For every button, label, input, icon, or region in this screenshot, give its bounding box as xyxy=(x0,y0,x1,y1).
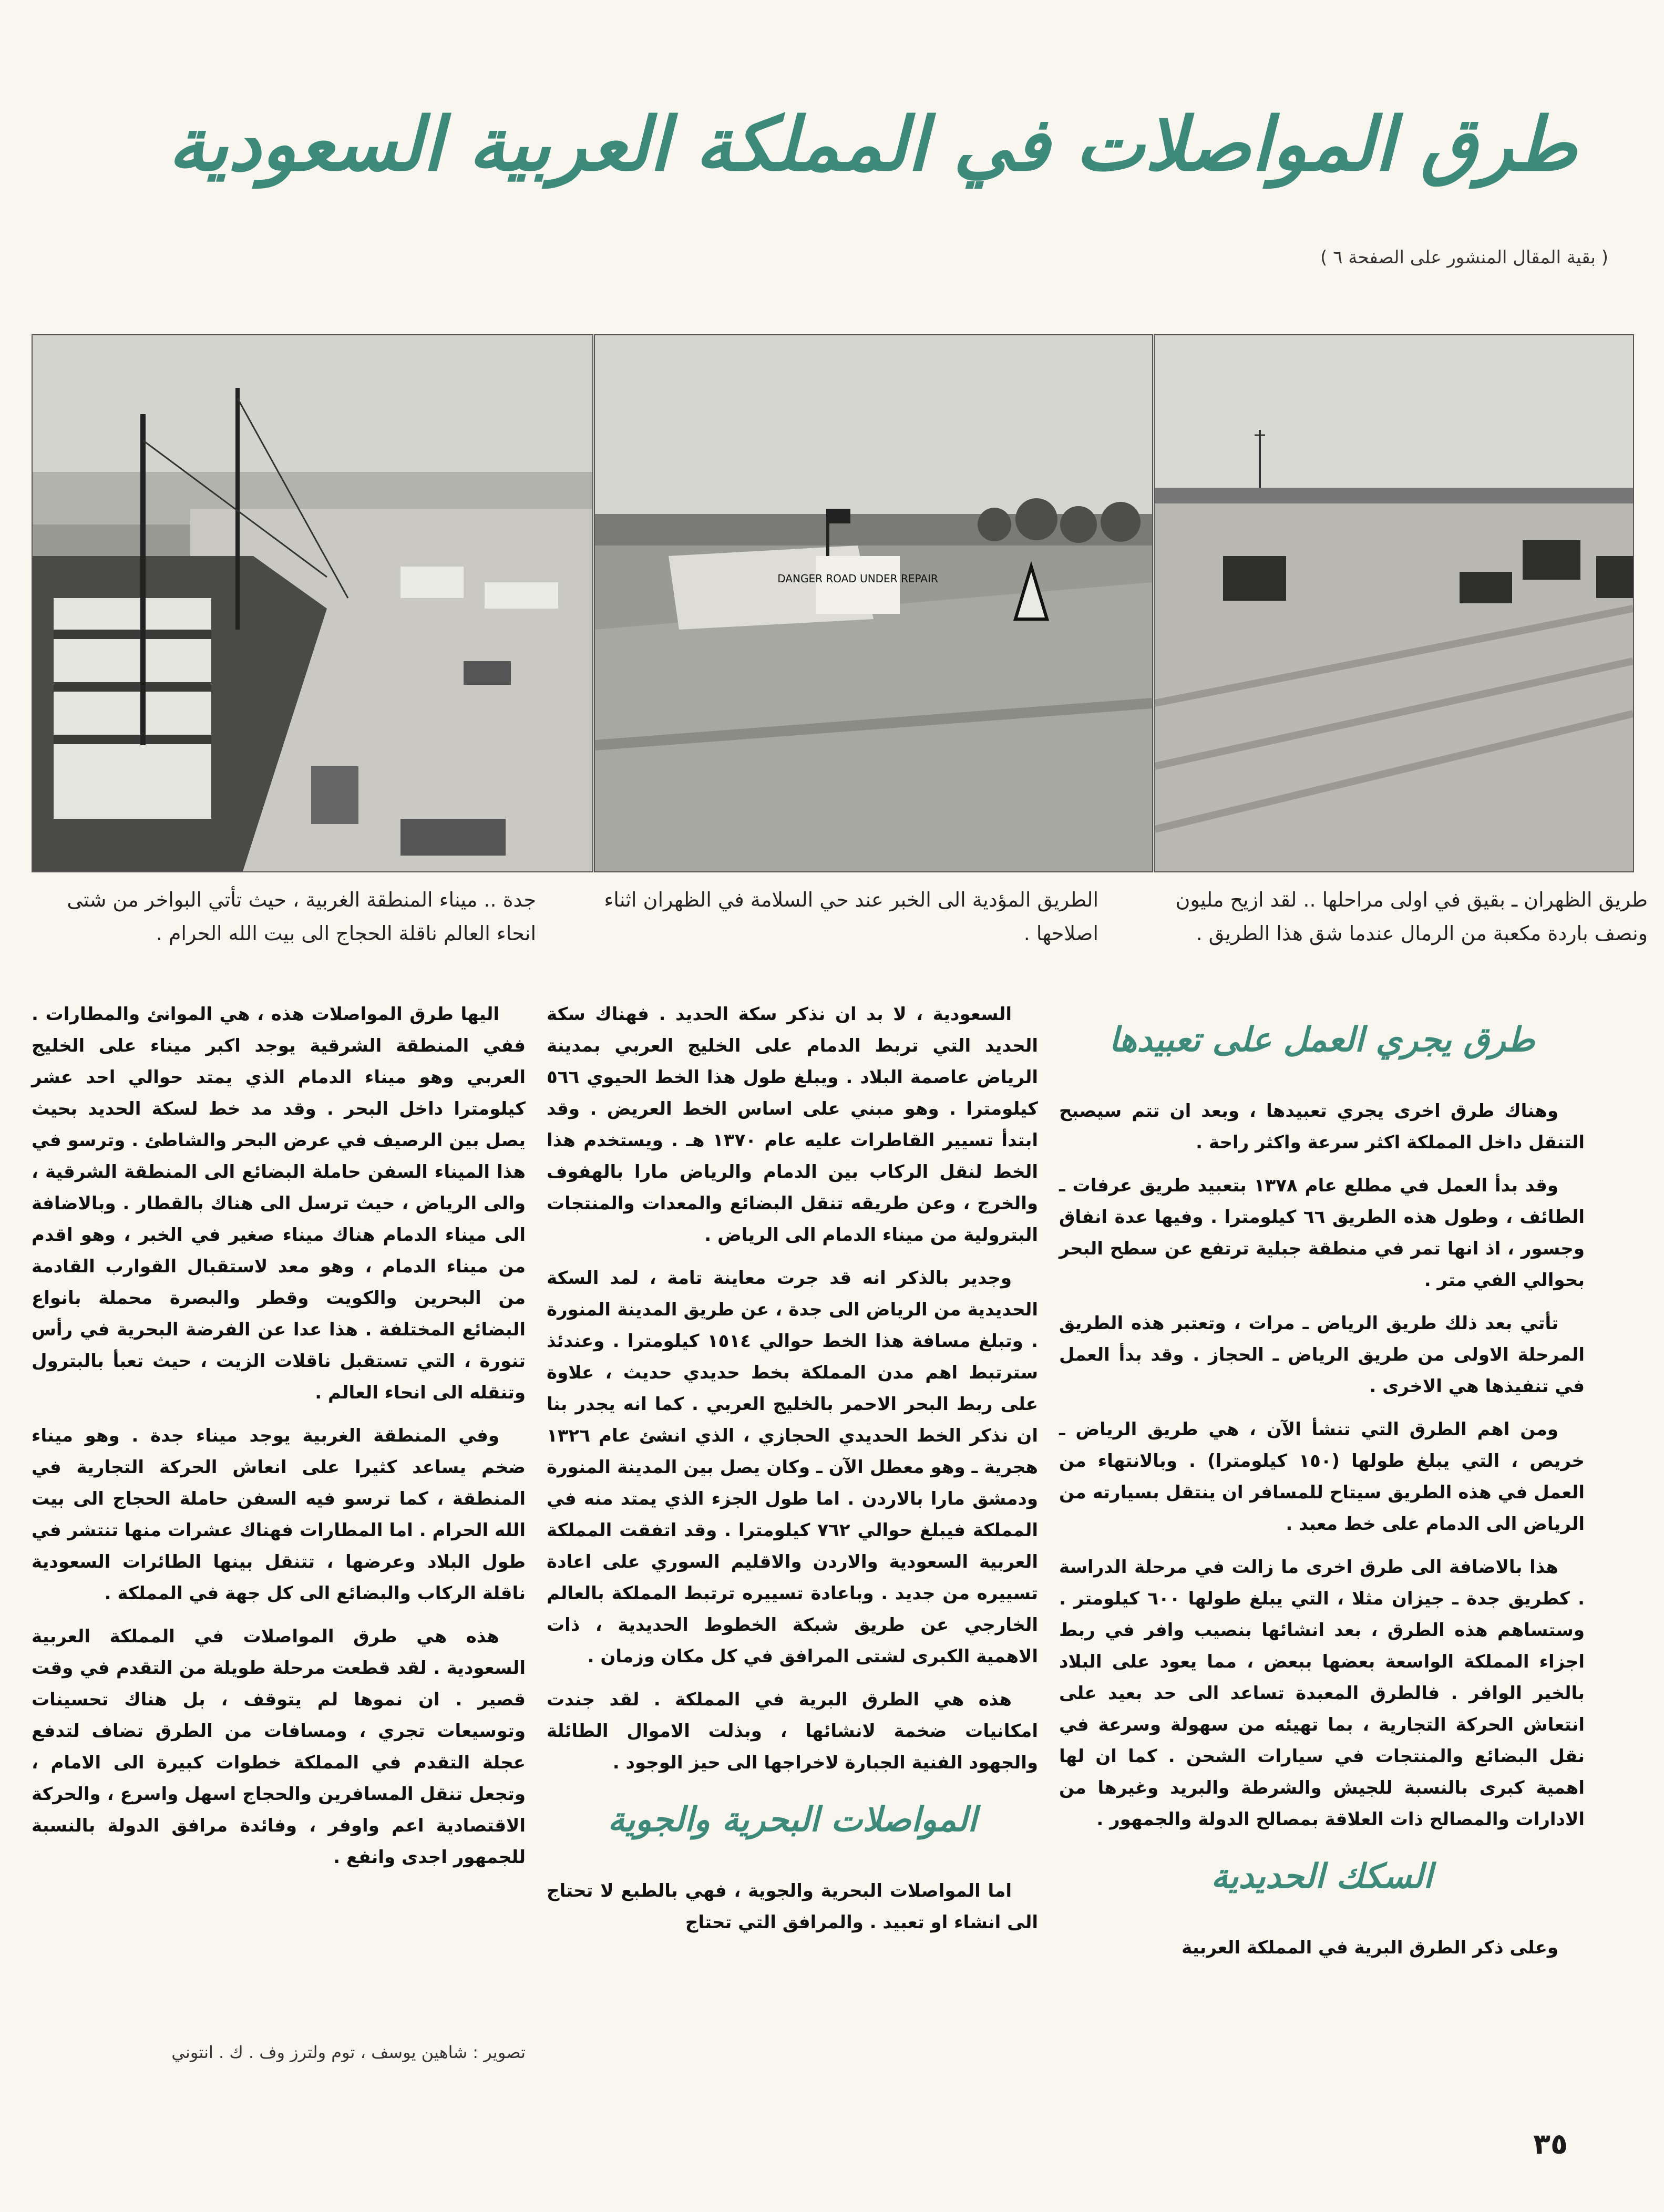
paragraph: وعلى ذكر الطرق البرية في المملكة العربية xyxy=(1182,1937,1558,1958)
caption-khobar: الطريق المؤدية الى الخبر عند حي السلامة في الظهران اثناء اصلاحها . xyxy=(604,888,1098,945)
article-title: طرق المواصلات في المملكة العربية السعودية xyxy=(168,101,1577,188)
caption-dhahran: طريق الظهران ـ بقيق في اولى مراحلها .. لقد ازيح مليون ونصف باردة مكعبة من الرمال عندما شق هذا الطريق . xyxy=(1175,888,1648,945)
paragraph: هذه هي الطرق البرية في المملكة . لقد جندت امكانيات ضخمة لانشائها ، وبذلت الاموال الطائلة والجهود الفنية الجبارة لاخراجها الى حيز الوجود . xyxy=(547,1689,1038,1773)
page-number: ٣٥ xyxy=(1533,2127,1568,2160)
paragraph: وجدير بالذكر انه قد جرت معاينة تامة ، لمد السكة الحديدية من الرياض الى جدة ، عن طريق المدينة المنورة . وتبلغ مسافة هذا الخط حوالي ١٥١٤ كيلومترا . وعندئذ سترتبط اهم مدن المملكة بخط حديدي حديث ، علاوة على ربط البحر الاحمر بالخليج العربي . كما انه يجدر بنا ان نذكر الخط الحديدي الحجازي ، الذي انشئ عام ١٣٢٦ هجرية ـ وهو معطل الآن ـ وكان يصل بين المدينة المنورة ودمشق مارا بالاردن . اما طول الجزء الذي يمتد منه في المملكة فيبلغ حوالي ٧٦٢ كيلومترا . وقد اتفقت المملكة العربية السعودية والاردن والاقليم السوري على اعادة تسييره من جديد . وباعادة تسييره ترتبط المملكة بالعالم الخارجي عن طريق شبكة الخطوط الحديدية ، ذات الاهمية الكبرى لشتى المرافق في كل مكان وزمان . xyxy=(547,1268,1038,1667)
column-left xyxy=(32,999,526,2029)
column-middle xyxy=(547,999,1038,2076)
paragraph: اما المواصلات البحرية والجوية ، فهي بالطبع لا تحتاج الى انشاء او تعبيد . والمرافق التي تحتاج xyxy=(547,1880,1038,1933)
photo-dhahran-road xyxy=(1154,334,1634,872)
paragraph: هذا بالاضافة الى طرق اخرى ما زالت في مرحلة الدراسة . كطريق جدة ـ جيزان مثلا ، التي يبلغ طولها ٦٠٠ كيلومتر . وستساهم هذه الطرق ، بعد انشائها بنصيب وافر في ربط اجزاء المملكة الواسعة بعضها ببعض ، مما يعود على البلاد بالخير الوافر . فالطرق المعبدة تساعد الى حد بعيد على انتعاش الحركة التجارية ، بما تهيئه من سهولة وسرعة في نقل البضائع والمنتجات في سيارات الشحن . كما ان لها اهمية كبرى بالنسبة للجيش والشرطة والبريد وغيرها من الادارات والمصالح ذات العلاقة بمصالح الدولة والجمهور . xyxy=(1059,1557,1585,1830)
paragraph: السعودية ، لا بد ان نذكر سكة الحديد . فهناك سكة الحديد التي تربط الدمام على الخليج العربي بمدينة الرياض عاصمة البلاد . ويبلغ طول هذا الخط الحيوي ٥٦٦ كيلومترا . وهو مبني على اساس الخط العريض . وقد ابتدأ تسيير القاطرات عليه عام ١٣٧٠ هـ . ويستخدم هذا الخط لنقل الركاب بين الدمام والرياض مارا بالهفوف والخرج ، وعن طريقه تنقل البضائع والمعدات والمنتجات البترولية من ميناء الدمام الى الرياض . xyxy=(547,1004,1038,1246)
photo-jeddah-port xyxy=(32,334,593,872)
danger-sign-text: DANGER ROAD UNDER REPAIR xyxy=(777,572,938,585)
paragraph: اليها طرق المواصلات هذه ، هي الموانئ والمطارات . ففي المنطقة الشرقية يوجد اكبر ميناء على الخليج العربي وهو ميناء الدمام الذي يمتد حوالي احد عشر كيلومترا داخل البحر . وقد مد خط لسكة الحديد بحيث يصل بين الرصيف في عرض البحر والشاطئ . وترسو في هذا الميناء السفن حاملة البضائع الى المنطقة الشرقية ، والى الرياض ، حيث ترسل الى هناك بالقطار . وبالاضافة الى ميناء الدمام هناك ميناء صغير في الخبر ، وهو اقدم من ميناء الدمام ، وهو معد لاستقبال القوارب القادمة من البحرين والكويت وقطر والبصرة محملة بانواع البضائع المختلفة . هذا عدا عن الفرضة البحرية في رأس تنورة ، التي تستقبل ناقلات الزيت ، حيث تعبأ بالبترول وتنقله الى انحاء العالم . xyxy=(32,1004,526,1403)
paragraph: تأتي بعد ذلك طريق الرياض ـ مرات ، وتعتبر هذه الطريق المرحلة الاولى من طريق الرياض ـ الحجاز . وقد بدأ العمل في تنفيذها هي الاخرى . xyxy=(1059,1313,1585,1397)
heading-railways: السكك الحديدية xyxy=(1211,1857,1433,1896)
heading-roads-being-paved: طرق يجري العمل على تعبيدها xyxy=(1108,1020,1535,1059)
paragraph: هذه هي طرق المواصلات في المملكة العربية السعودية . لقد قطعت مرحلة طويلة من التقدم في وقت قصير . ان نموها لم يتوقف ، بل هناك تحسينات وتوسيعات تجري ، ومسافات من الطرق تضاف لتدفع عجلة التقدم في المملكة خطوات كبيرة الى الامام ، وتجعل تنقل المسافرين والحجاج اسهل واسرع ، والحركة الاقتصادية اعم واوفر ، وفائدة مرافق الدولة بالنسبة للجمهور اجدى وانفع . xyxy=(32,1626,526,1868)
column-right xyxy=(1059,999,1585,2076)
paragraph: وهناك طرق اخرى يجري تعبيدها ، وبعد ان تتم سيصبح التنقل داخل المملكة اكثر سرعة واكثر راحة . xyxy=(1059,1100,1585,1153)
paragraph: وفي المنطقة الغربية يوجد ميناء جدة . وهو ميناء ضخم يساعد كثيرا على انعاش الحركة التجارية في المنطقة ، كما ترسو فيه السفن حاملة الحجاج الى بيت الله الحرام . اما المطارات فهناك عشرات منها تنتشر في طول البلاد وعرضها ، تتنقل بينها الطائرات السعودية ناقلة الركاب والبضائع الى كل جهة في المملكة . xyxy=(32,1425,526,1604)
paragraph: ومن اهم الطرق التي تنشأ الآن ، هي طريق الرياض ـ خريص ، التي يبلغ طولها (١٥٠ كيلومترا) . وبالانتهاء من العمل في هذه الطريق سيتاح للمسافر ان ينتقل بسيارته من الرياض الى الدمام على خط معبد . xyxy=(1059,1419,1585,1535)
photo-khobar-road xyxy=(594,334,1153,872)
caption-jeddah: جدة .. ميناء المنطقة الغربية ، حيث تأتي البواخر من شتى انحاء العالم ناقلة الحجاج الى بيت الله الحرام . xyxy=(67,888,536,945)
heading-sea-and-air: المواصلات البحرية والجوية xyxy=(608,1800,977,1839)
paragraph: وقد بدأ العمل في مطلع عام ١٣٧٨ بتعبيد طريق عرفات ـ الطائف ، وطول هذه الطريق ٦٦ كيلومترا . وفيها عدة انفاق وجسور ، اذ انها تمر في منطقة جبلية ترتفع عن سطح البحر بحوالي الفي متر . xyxy=(1059,1175,1585,1291)
photo-credit: تصوير : شاهين يوسف ، توم ولترز وف . ك . انتوني xyxy=(171,2042,526,2062)
continuation-note: ( بقية المقال المنشور على الصفحة ٦ ) xyxy=(1320,247,1608,268)
